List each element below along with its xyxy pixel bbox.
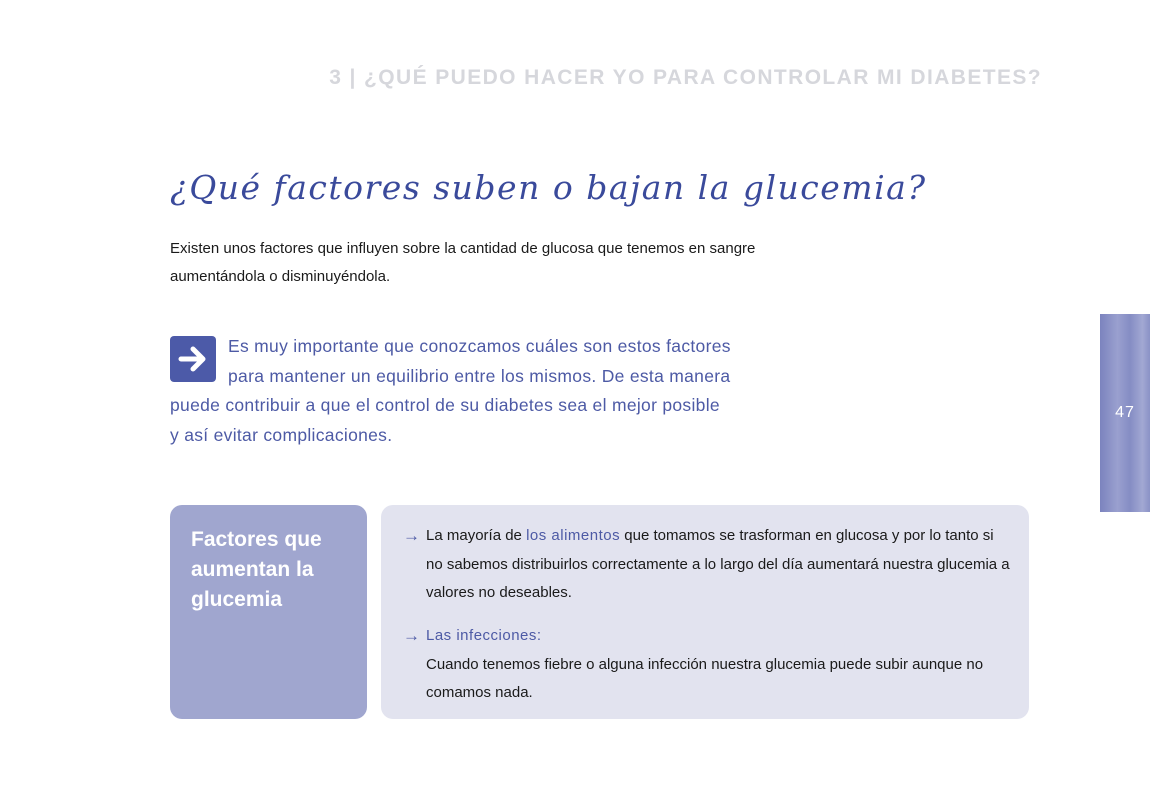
list-item-prefix: La mayoría de (426, 527, 527, 544)
list-item-body (403, 622, 1013, 708)
intro-line-2: aumentándola o disminuyéndola. (170, 268, 391, 285)
page-number: 47 (1115, 404, 1135, 421)
intro-paragraph (170, 235, 900, 291)
arrow-bullet-icon: → (403, 626, 420, 645)
list-item (403, 622, 1013, 708)
callout-line-1: Es muy importante que conozcamos cuáles son estos factores (228, 336, 731, 356)
callout-line-3: puede contribuir a que el control de su diabetes sea el mejor posible (170, 395, 720, 415)
page-title: ¿Qué factores suben o bajan la glucemia? (170, 168, 927, 207)
intro-line-1: Existen unos factores que influyen sobre la cantidad de glucosa que tenemos en sangre (170, 240, 756, 257)
callout-line-2: para mantener un equilibrio entre los mismos. De esta manera (228, 365, 731, 386)
arrow-bullet-icon: → (403, 526, 420, 545)
factors-list-box (381, 505, 1029, 719)
callout-note (170, 332, 820, 450)
list-item-text: Cuando tenemos fiebre o alguna infección nuestra glucemia puede subir aunque no comamos nada. (426, 655, 984, 701)
factors-label-box (170, 505, 367, 719)
list-item-text: que tomamos se trasforman en glucosa y por lo tanto si no sabemos distribuirlos correctamente a lo largo del día aumentará nuestra glucemia a valores no deseables. (426, 527, 1010, 601)
chapter-side-tab (1100, 314, 1150, 512)
arrow-right-icon-glyph (176, 342, 210, 376)
list-item-highlight: Las infecciones: (426, 627, 542, 644)
list-item-body (403, 522, 1013, 608)
list-item-highlight: los alimentos (526, 527, 621, 544)
factors-label: Factores que aumentan la glucemia (191, 528, 322, 611)
arrow-right-icon (170, 336, 216, 382)
running-header: 3 | ¿QUÉ PUEDO HACER YO PARA CONTROLAR MI DIABETES? (329, 66, 1042, 89)
callout-line-4: y así evitar complicaciones. (170, 424, 393, 445)
list-item (403, 522, 1013, 608)
